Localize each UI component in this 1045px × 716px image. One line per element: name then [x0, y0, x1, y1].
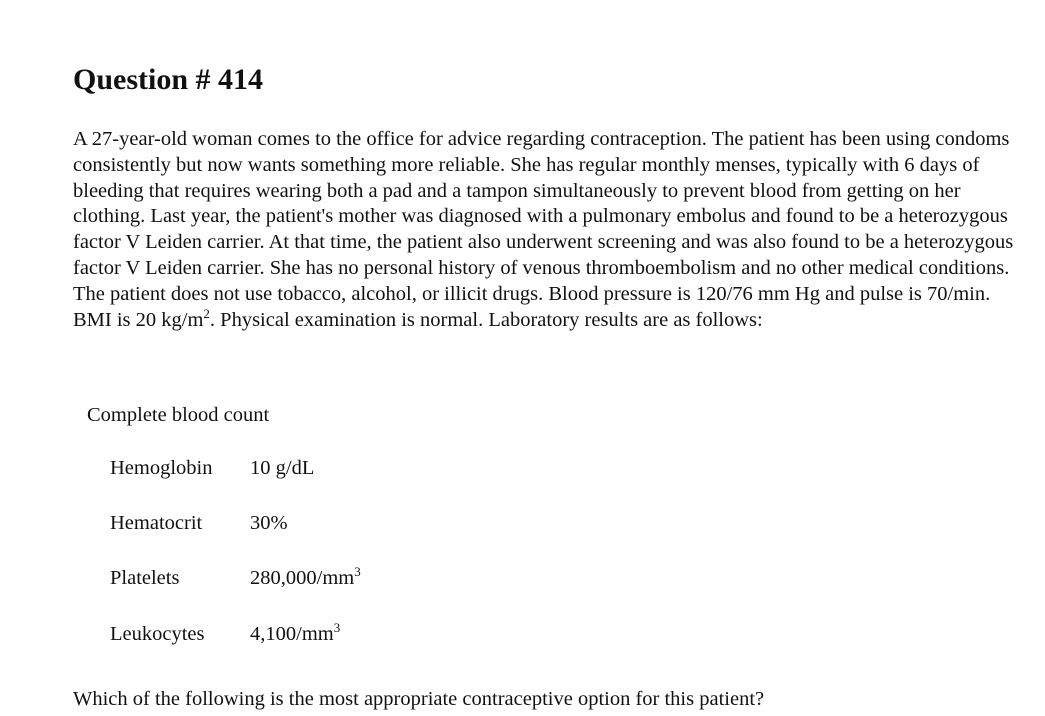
lab-value	[250, 565, 361, 591]
lab-name: Hematocrit	[110, 512, 203, 534]
lab-value-exponent: 3	[354, 564, 361, 580]
question-title: Question # 414	[73, 63, 264, 96]
lab-value	[250, 510, 288, 536]
stem-text: A 27-year-old woman comes to the office for advice regarding contraception. The patient has been using condoms consistently but now wants something more reliable. She has regular monthly menses, typically with 6 days of bleeding that requires wearing both a pad and a tampon simultaneously to prevent blood from getting on her clothing. Last year, the patient's mother was diagnosed with a pulmonary embolus and found to be a heterozygous factor V Leiden carrier. At that time, the patient also underwent screening and was also found to be a heterozygous factor V Leiden carrier. She has no personal history of venous thromboembolism and no other medical conditions. The patient does not use tobacco, alcohol, or illicit drugs. Blood pressure is 120/76 mm Hg and pulse is 70/min. BMI is 20 kg/m	[73, 128, 1014, 331]
lab-name: Hemoglobin	[110, 457, 213, 479]
stem-text-end: . Physical examination is normal. Laboratory results are as follows:	[209, 308, 763, 331]
lab-value-text: 280,000/mm	[250, 567, 355, 589]
question-prompt: Which of the following is the most appropriate contraceptive option for this patient?	[73, 688, 765, 710]
lab-value-exponent: 3	[333, 620, 341, 636]
lab-value-text: 4,100/mm	[250, 623, 334, 645]
lab-value-text: 10 g/dL	[250, 457, 315, 479]
question-stem	[73, 127, 1018, 333]
lab-name: Leukocytes	[110, 623, 205, 645]
lab-section-header: Complete blood count	[87, 404, 270, 426]
lab-value-text: 30%	[250, 512, 288, 534]
bmi-unit-exponent: 2	[203, 305, 210, 321]
lab-name: Platelets	[110, 567, 180, 589]
lab-value	[250, 621, 340, 647]
lab-value	[250, 455, 314, 481]
